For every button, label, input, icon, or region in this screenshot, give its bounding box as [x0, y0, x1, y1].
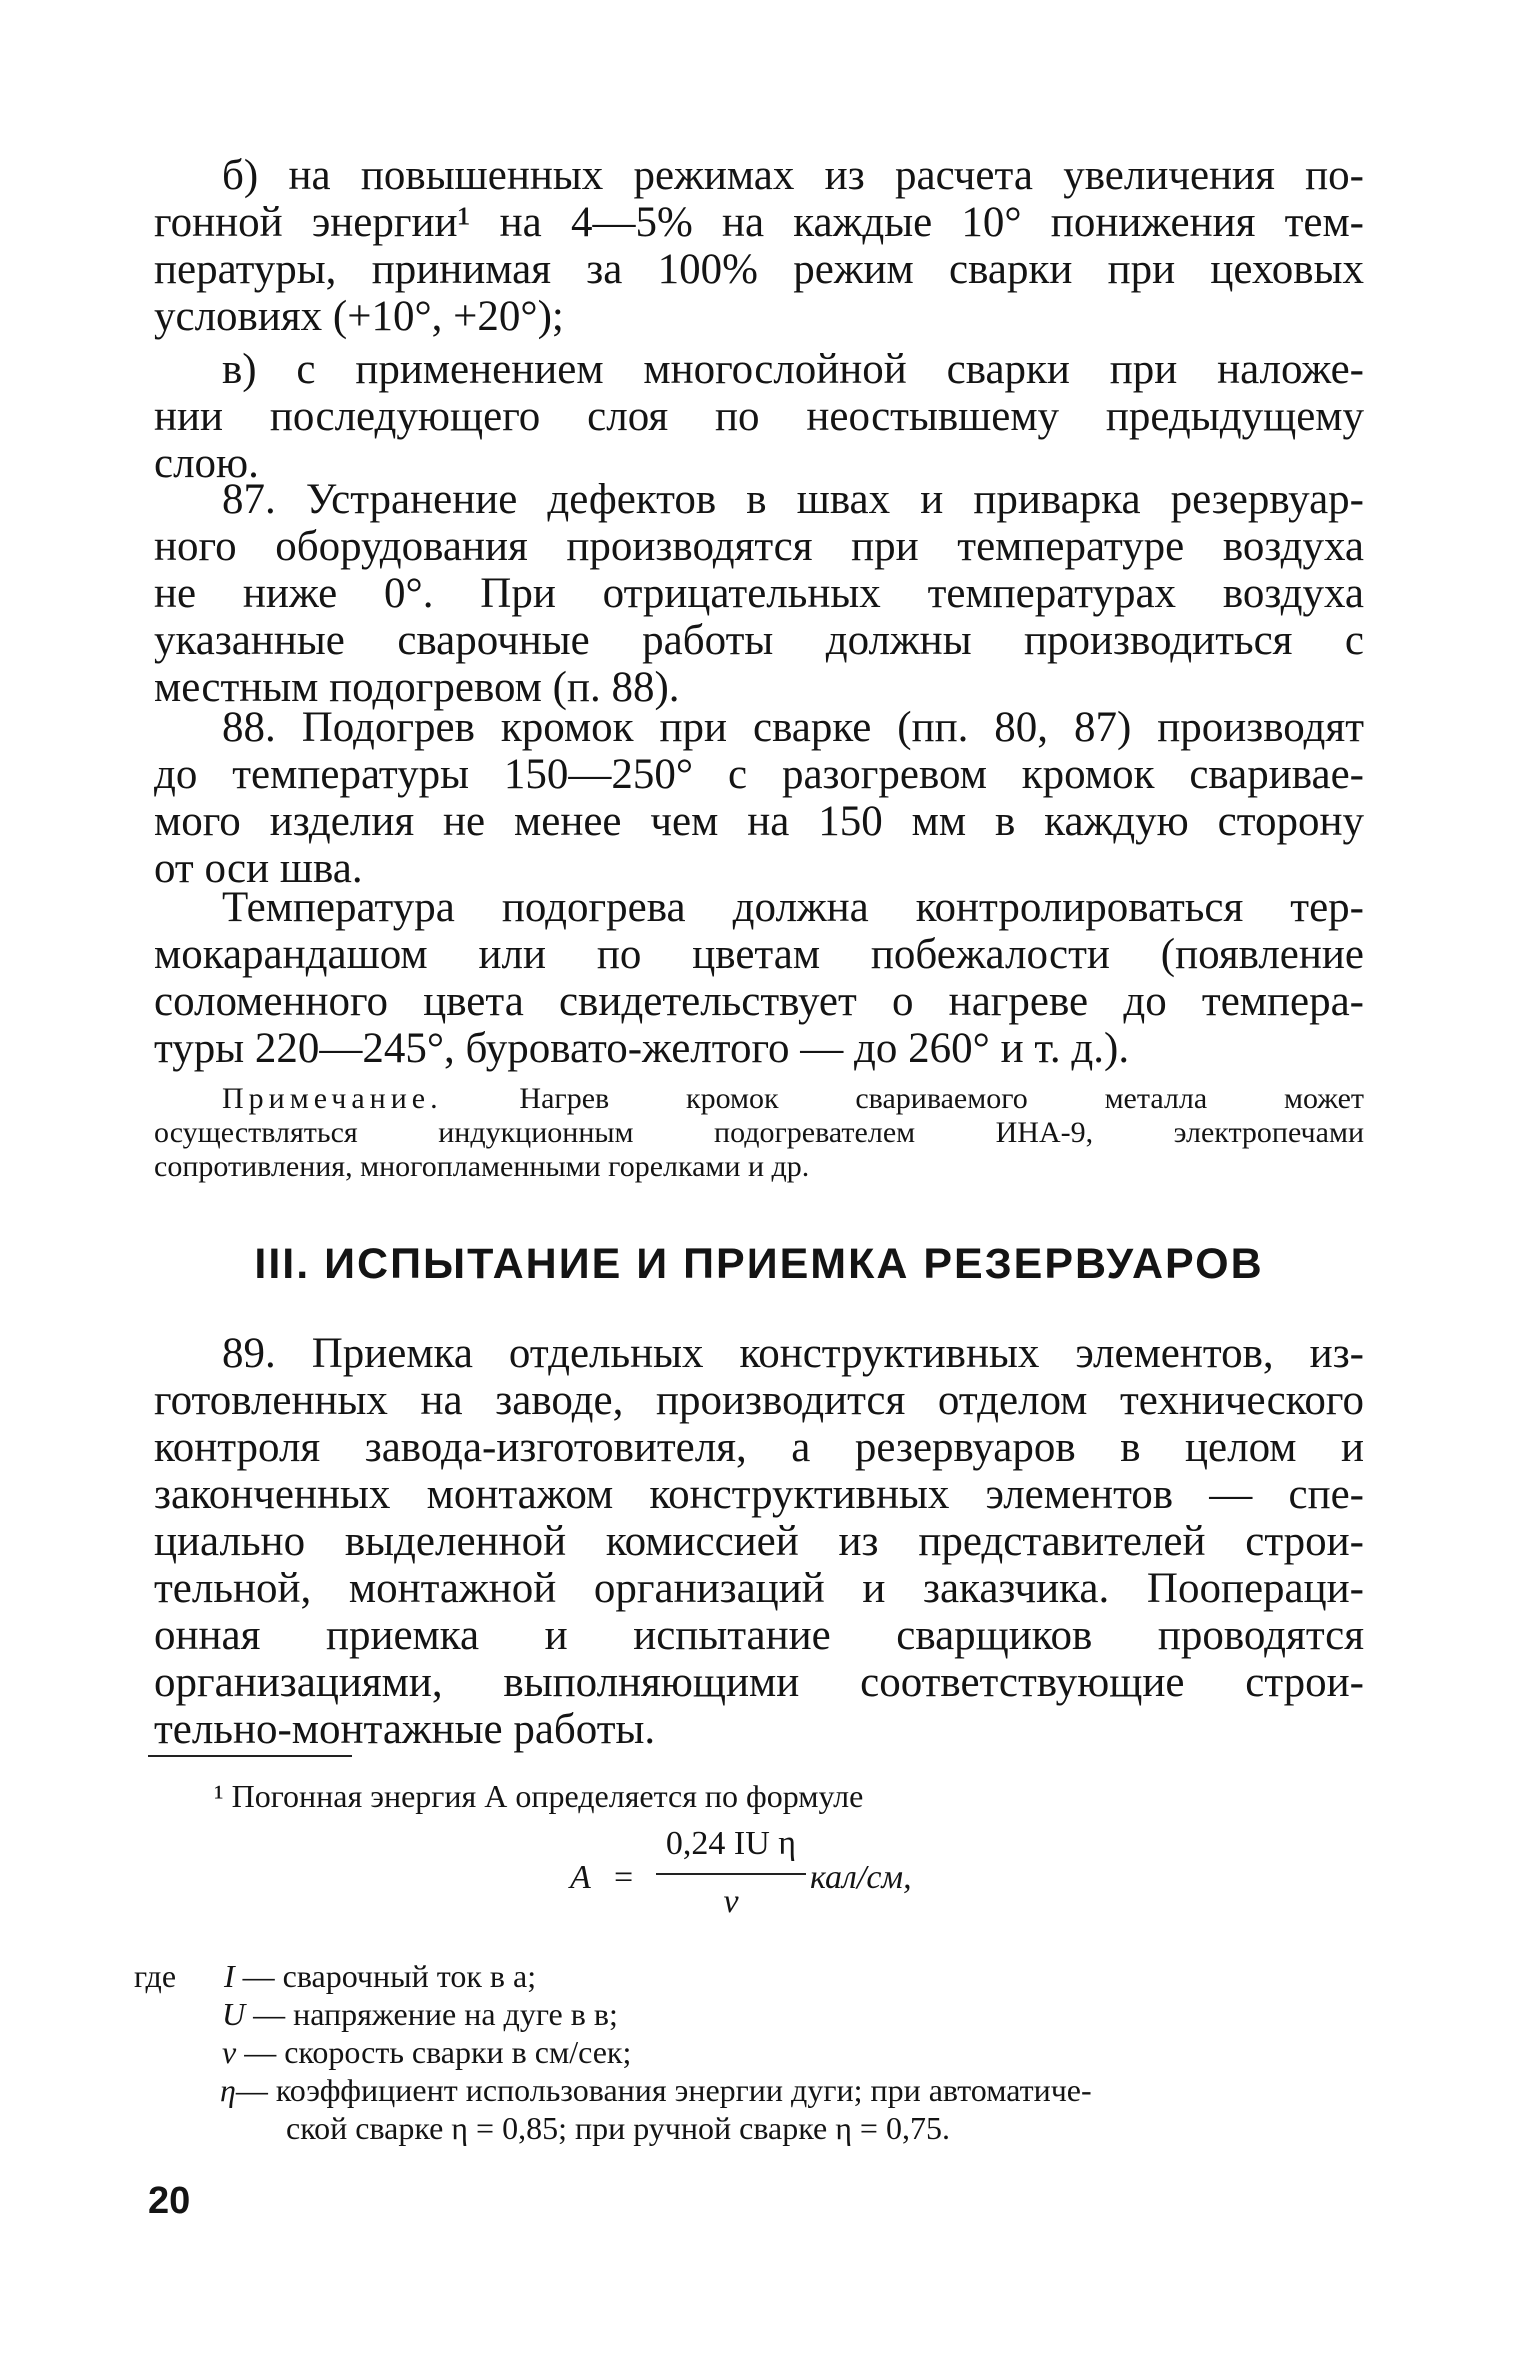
- footnote-text: Погонная энергия А определяется по формуле: [223, 1778, 864, 1814]
- where-label: где: [134, 1958, 177, 1994]
- where-item: [222, 1996, 618, 2032]
- text-line: циально выделенной комиссией из представителей строи-: [154, 1518, 1364, 1565]
- text-line: контроля завода-изготовителя, а резервуаров в целом и: [154, 1424, 1364, 1471]
- note-label: Примечание.: [222, 1082, 443, 1115]
- fraction-bar: [656, 1873, 806, 1875]
- note-line: [154, 1082, 1364, 1116]
- text-line: гонной энергии¹ на 4—5% на каждые 10° понижения тем-: [154, 199, 1364, 246]
- definition: — сварочный ток в а;: [234, 1958, 537, 1994]
- definition: — коэффициент использования энергии дуги; при автоматиче-: [235, 2072, 1092, 2108]
- text-line: туры 220—245°, буровато-желтого — до 260° и т. д.).: [154, 1025, 1130, 1072]
- formula-numerator: 0,24 IU η: [665, 1825, 797, 1862]
- text-line: слою.: [154, 440, 259, 487]
- text-line: б) на повышенных режимах из расчета увеличения по-: [222, 152, 1364, 199]
- paragraph-b: [154, 152, 1364, 340]
- text-line: не ниже 0°. При отрицательных температурах воздуха: [154, 570, 1364, 617]
- text-line: до температуры 150—250° с разогревом кромок сваривае-: [154, 751, 1364, 798]
- text-line: организациями, выполняющими соответствующие строи-: [154, 1659, 1364, 1706]
- symbol: v: [222, 2034, 237, 2070]
- symbol: η: [220, 2072, 236, 2108]
- symbol: I: [224, 1958, 235, 1994]
- paragraph-v: [154, 346, 1364, 487]
- text-line: мокарандашом или по цветам побежалости (появление: [154, 931, 1364, 978]
- definition: — скорость сварки в см/сек;: [236, 2034, 632, 2070]
- text-line: тельно-монтажные работы.: [154, 1706, 656, 1753]
- note-text: Нагрев кромок свариваемого металла может: [442, 1082, 1364, 1115]
- where-item: [222, 2034, 631, 2070]
- formula: [570, 1825, 990, 1935]
- note-line: сопротивления, многопламенными горелками и др.: [154, 1150, 810, 1183]
- text-line: пературы, принимая за 100% режим сварки при цеховых: [154, 246, 1364, 293]
- text-line: от оси шва.: [154, 845, 363, 892]
- text-line: готовленных на заводе, производится отделом технического: [154, 1377, 1364, 1424]
- text-line: 88. Подогрев кромок при сварке (пп. 80, 87) производят: [222, 704, 1364, 751]
- text-line: 87. Устранение дефектов в швах и приварка резервуар-: [222, 476, 1364, 523]
- paragraph-89: [154, 1330, 1364, 1753]
- formula-unit: кал/см,: [810, 1859, 912, 1896]
- note-block: [154, 1082, 1364, 1184]
- footnote-marker: ¹: [214, 1778, 224, 1814]
- where-item: [224, 1958, 536, 1994]
- symbol: U: [222, 1996, 246, 2032]
- where-item: [220, 2072, 1092, 2108]
- formula-equals: =: [614, 1859, 634, 1896]
- formula-lhs: A: [570, 1859, 591, 1896]
- formula-denominator: v: [723, 1883, 739, 1920]
- page-number: 20: [148, 2180, 191, 2222]
- text-line: Температура подогрева должна контролироваться тер-: [222, 884, 1364, 931]
- text-line: соломенного цвета свидетельствует о нагреве до темпера-: [154, 978, 1364, 1025]
- paragraph-88: [154, 704, 1364, 892]
- text-line: условиях (+10°, +20°);: [154, 293, 564, 340]
- text-line: ного оборудования производятся при температуре воздуха: [154, 523, 1364, 570]
- footnote-intro: [214, 1778, 863, 1814]
- text-line: мого изделия не менее чем на 150 мм в каждую сторону: [154, 798, 1364, 845]
- text-line: нии последующего слоя по неостывшему предыдущему: [154, 393, 1364, 440]
- text-line: тельной, монтажной организаций и заказчика. Пооперaци-: [154, 1565, 1364, 1612]
- note-line: осуществляться индукционным подогревателем ИНА-9, электропечами: [154, 1116, 1364, 1149]
- footnote-divider: [148, 1755, 352, 1757]
- text-line: законченных монтажом конструктивных элементов — спе-: [154, 1471, 1364, 1518]
- text-line: онная приемка и испытание сварщиков проводятся: [154, 1612, 1364, 1659]
- paragraph-87: [154, 476, 1364, 711]
- paragraph-temperature: [154, 884, 1364, 1072]
- text-line: местным подогревом (п. 88).: [154, 664, 680, 711]
- text-line: указанные сварочные работы должны производиться с: [154, 617, 1364, 664]
- section-heading: III. ИСПЫТАНИЕ И ПРИЕМКА РЕЗЕРВУАРОВ: [254, 1240, 1264, 1288]
- text-line: в) с применением многослойной сварки при наложе-: [222, 346, 1364, 393]
- text-line: 89. Приемка отдельных конструктивных элементов, из-: [222, 1330, 1364, 1377]
- definition: — напряжение на дуге в в;: [245, 1996, 618, 2032]
- where-continuation: ской сварке η = 0,85; при ручной сварке η = 0,75.: [286, 2110, 950, 2146]
